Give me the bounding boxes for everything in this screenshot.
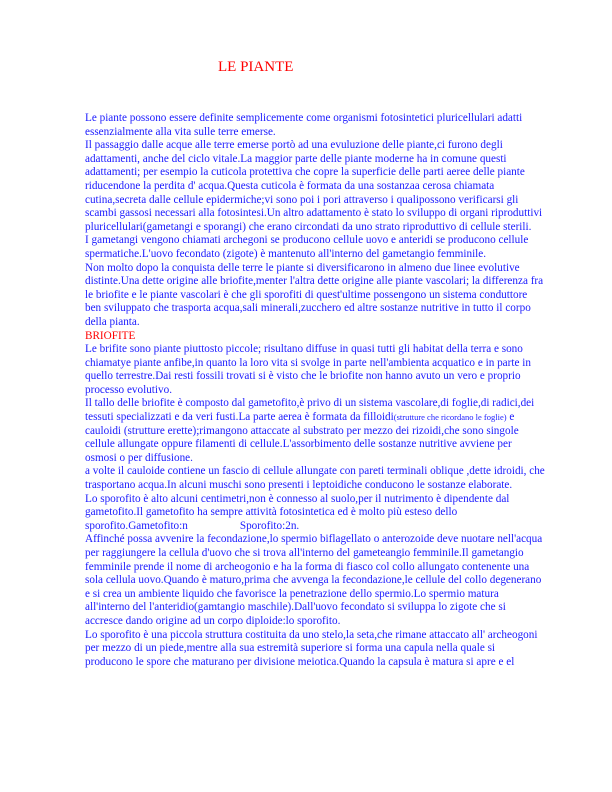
briofite-paragraph-1: Le brifite sono piante piuttosto piccole; risultano diffuse in quasi tutti gli habitat della terra e sono chiamatye piante anfibe,in quanto la loro vita si svolge in parte nell'ambienta acquatico e in parte in quello terrestre.Dai resti fossili trovati si è visto che le briofite non hanno avuto un vero e proprio processo evolutivo. bbox=[85, 343, 531, 396]
intro-paragraph-4: Non molto dopo la conquista delle terre le piante si diversificarono in almeno due linee evolutive distinte.Una dette origine alle briofite,menter l'altra dette origine alle piante vascolari; la differenza fra le briofite e le piante vascolari è che gli sporofiti di quest'ultime possengono un sistema conduttore ben sviluppato che trasporta acqua,sali minerali,zucchero ed altre sostanze nutritive in tutto il corpo della pianta. bbox=[85, 261, 544, 328]
briofite-paragraph-2 bbox=[85, 397, 545, 465]
briofite-paragraph-6: Lo sporofito è una piccola struttura costituita da uno stelo,la seta,che rimane attaccato all' archeogoni per mezzo di un piede,mentre alla sua estremità superiore si forma una capula nella quale si producono le spore che maturano per divisione meiotica.Quando la capsula è matura si apre e el bbox=[85, 628, 538, 668]
intro-paragraph-1: Le piante possono essere definite semplicemente come organismi fotosintetici pluricellulari adatti essenzialmente alla vita sulle terre emerse. bbox=[85, 112, 523, 138]
intro-paragraph-3: I gametangi vengono chiamati archegoni se producono cellule uovo e anteridi se producono cellule spermatiche.L'uovo fecondato (zigote) è mantenuto all'interno del gametangio femminile. bbox=[85, 234, 529, 260]
briofite-paragraph-4-tail: Sporofito:2n. bbox=[239, 519, 300, 532]
briofite-paragraph-5: Affinché possa avvenire la fecondazione,lo spermio biflagellato o anterozoide deve nuotare nell'acqua per raggiungere la cellula d'uovo che si trova all'interno del gameteangio femminile.Il gametangio femminile prende il nome di archeogonio e ha la forma di fiasco col collo allungato contenente una sola cellula uovo.Quando è maturo,prima che avvenga la fecondazione,le cellule del collo degenerano e si crea un ambiente liquido che favorisce la penetrazione dello spermio.Lo spermio matura all'interno del l'anteridio(gamtangio maschile).Dall'uovo fecondato si sviluppa lo zigote che si accresce dando origine ad un corpo diploide:lo sporofito. bbox=[85, 533, 543, 627]
briofite-paragraph-3: a volte il cauloide contiene un fascio di cellule allungate con pareti terminali oblique ,dette idroidi, che trasportano acqua.In alcuni muschi sono presenti i leptoidiche conducono le sostanze elaborate. bbox=[85, 465, 545, 492]
briofite-paragraph-4 bbox=[85, 493, 545, 534]
briofite-paragraph-4-text: Lo sporofito è alto alcuni centimetri,non è connesso al suolo,per il nutrimento è dipendente dal gametofito.Il gametofito ha sempre attività fotosintetica ed è molto più esteso dello sporofito.Gametofito:n bbox=[85, 492, 510, 532]
page-title: LE PIANTE bbox=[218, 59, 294, 75]
document-body bbox=[85, 112, 545, 669]
section-heading-briofite: BRIOFITE bbox=[85, 329, 136, 342]
briofite-paragraph-2-note: (strutture che ricordano le foglie) bbox=[393, 412, 507, 423]
intro-paragraph-2: Il passaggio dalle acque alle terre emerse portò ad una evuluzione delle piante,ci furono degli adattamenti, anche del ciclo vitale.La maggior parte delle piante moderne ha in comune questi adattamenti; per esempio la cuticola protettiva che copre la superficie delle parti aeree delle piante riducendone la perdita d' acqua.Questa cuticola è formata da una sostanzaa cerosa chiamata cutina,secreta dalle cellule epidermiche;vi sono poi i pori attraverso i qualipossono verificarsi gli scambi gassosi necessari alla fotosintesi.Un altro adattamento è stato lo sviluppo di organi riproduttivi pluricellulari(gametangi e sporangi) che erano circondati da uno strato riproduttivo di cellule sterili. bbox=[85, 139, 543, 233]
briofite-paragraph-2-text-a: Il tallo delle briofite è composto dal gametofito,è privo di un sistema vascolare,di foglie,di radici,dei tessuti specializzati e da veri fusti.La parte aerea è formata da filloidi bbox=[85, 397, 535, 424]
briofite-paragraph-2-text-b: e cauloidi (strutture erette);rimangono attaccate al substrato per mezzo dei rizoidi,che sono singole cellule allungate oppure filamenti di cellule.L'assorbimento delle sostanze nutritive avviene per osmosi o per diffusione. bbox=[85, 411, 519, 464]
